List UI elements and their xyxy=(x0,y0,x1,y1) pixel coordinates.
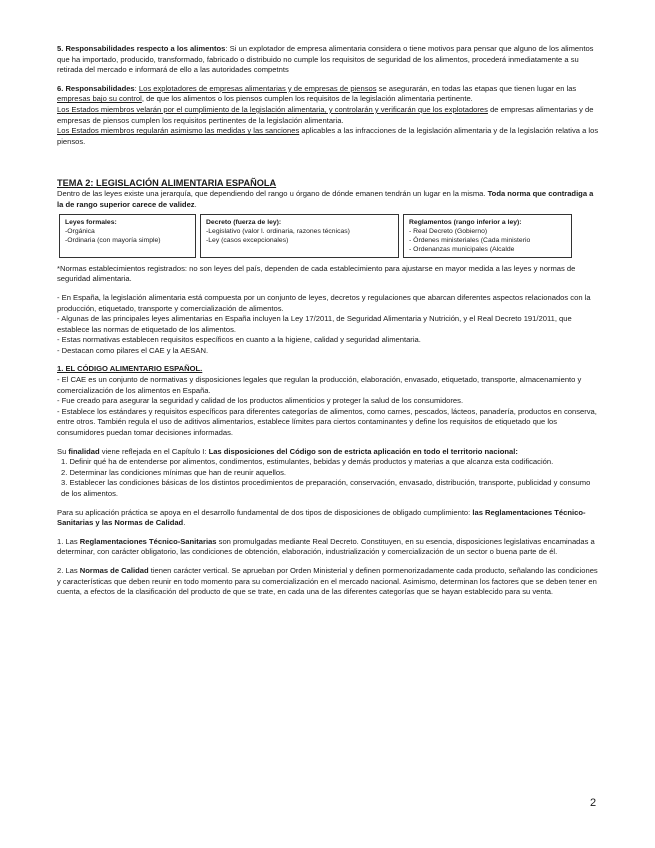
section-6-paragraph: 6. Responsabilidades: Los explotadores de empresas alimentarias y de empresas de piensos se asegurarán, en todas las etapas que tienen lugar en las empresas bajo su control, de que los alimentos o los piensos cumplen los requisitos de la legislación alimentaria pertinente. Los Estados miembros velarán por el cumplimiento de la legislación alimentaria, y controlarán y verificarán que los explotadores de empresas alimentarias y de empresas de piensos cumplen los requisitos pertinentes de la legislación alimentaria. Los Estados miembros regularán asimismo las medidas y las sanciones aplicables a las infracciones de la legislación alimentaria y de la legislación relativa a los piensos. xyxy=(57,83,599,146)
box-leyes-formales: Leyes formales: -Orgánica -Ordinaria (con mayoría simple) xyxy=(59,214,196,258)
page-number: 2 xyxy=(590,797,597,809)
normas-calidad-paragraph: 2. Las Normas de Calidad tienen carácter vertical. Se aprueban por Orden Ministerial y definen pormenorizadamente cada producto, señalando las condiciones y características que deben reunir en todo momento para su comercialización en el mercado nacional. Asimismo, determinan los factores que se deben tener en cuenta, a efectos de la clasificación del producto de que se trate, en cada una de las diferentes categorías que se hayan establecido para su venta. xyxy=(57,565,598,597)
bullet-normativas: - Estas normativas establecen requisitos específicos en cuanto a la higiene, calidad y seguridad alimentaria. xyxy=(57,335,421,345)
reglamentaciones-paragraph: 1. Las Reglamentaciones Técnico-Sanitarias son promulgadas mediante Real Decreto. Constituyen, en su esencia, disposiciones legislativas encaminadas a determinar, con carácter obligatorio, las condiciones de obtención, elaboración, industrialización y comercialización de un sector o buena parte de él. xyxy=(57,536,595,557)
cae-bullet-2: - Fue creado para asegurar la seguridad y calidad de los productos alimenticios y proteger la salud de los consumidores. xyxy=(57,396,464,406)
finalidad-item-2: 2. Determinar las condiciones mínimas que han de reunir aquellos. xyxy=(61,467,286,477)
section-5-paragraph: 5. Responsabilidades respecto a los alimentos: Si un explotador de empresa alimentaria considera o tiene motivos para pensar que alguno de los alimentos que ha importado, producido, transformado, fabricado o distribuido no cumple los requisitos de seguridad de los alimentos, procederá inmediatamente a su retirada del mercado e informará de ello a las autoridades competnts xyxy=(57,44,594,75)
bullet-espana: - En España, la legislación alimentaria está compuesta por un conjunto de leyes, decretos y regulaciones que abarcan diferentes aspectos relacionados con la producción, etiquetado, transporte y comercialización de alimentos. xyxy=(57,292,591,313)
cae-bullet-3: - Establece los estándares y requisitos específicos para diferentes categorías de alimentos, como carnes, pescados, lácteos, panadería, productos en conserva, entre otros. También regula el uso de aditivos alimentarios, establece límites para ciertos contaminantes y define los requisitos de etiquetado que los consumidores puedan tomar decisiones informadas. xyxy=(57,406,597,438)
hierarchy-boxes xyxy=(59,214,599,258)
bullet-pilares: - Destacan como pilares el CAE y la AESAN. xyxy=(57,345,209,355)
finalidad-item-1: 1. Definir qué ha de entenderse por alimentos, condimentos, estimulantes, bebidas y demás productos y materias a que alcanza esta codificación. xyxy=(61,457,554,467)
tema-2-intro: Dentro de las leyes existe una jerarquía, que dependiendo del rango u órgano de dónde emanen tendrán un lugar en la misma. Toda norma que contradiga a la de rango superior carece de validez. xyxy=(57,189,594,209)
tema-2-title: TEMA 2: LEGISLACIÓN ALIMENTARIA ESPAÑOLA xyxy=(57,178,277,189)
box-decreto: Decreto (fuerza de ley): -Legislativo (valor l. ordinaria, razones técnicas) -Ley (casos excepcionales) xyxy=(200,214,399,258)
finalidad-item-3: 3. Establecer las condiciones básicas de los distintos procedimientos de preparación, conservación, envasado, distribución, transporte, publicidad y consumo de los alimentos. xyxy=(61,478,591,498)
bullet-leyes: - Algunas de las principales leyes alimentarias en España incluyen la Ley 17/2011, de Seguridad Alimentaria y Nutrición, y el Real Decreto 191/2011, que establece las normas de etiquetado de los alimentos. xyxy=(57,314,572,334)
cae-bullet-1: - El CAE es un conjunto de normativas y disposiciones legales que regulan la producción, elaboración, envasado, etiquetado, transporte, almacenamiento y comercialización de los alimentos en España. xyxy=(57,375,582,395)
section-6-label: 6. Responsabilidades xyxy=(57,83,135,93)
section-5-label: 5. Responsabilidades respecto a los alimentos xyxy=(57,44,226,53)
document-page xyxy=(57,44,599,598)
note-paragraph: *Normas establecimientos registrados: no son leyes del país, dependen de cada establecimiento para ajustarse en mayor medida a las leyes y normas de seguridad alimentaria. xyxy=(57,263,576,284)
finalidad-paragraph: Su finalidad viene reflejada en el Capítulo I: Las disposiciones del Código son de estricta aplicación en todo el territorio nacional: xyxy=(57,446,518,456)
cae-heading: 1. EL CÓDIGO ALIMENTARIO ESPAÑOL. xyxy=(57,364,203,374)
aplicacion-paragraph: Para su aplicación práctica se apoya en el desarrollo fundamental de dos tipos de disposiciones de obligado cumplimiento: las Reglamentaciones Técnico-Sanitarias y las Normas de Calidad. xyxy=(57,507,586,528)
box-reglamentos: Reglamentos (rango inferior a ley): - Real Decreto (Gobierno) - Órdenes ministeriales (Cada ministerio - Ordenanzas municipales (Alcalde xyxy=(403,214,572,258)
